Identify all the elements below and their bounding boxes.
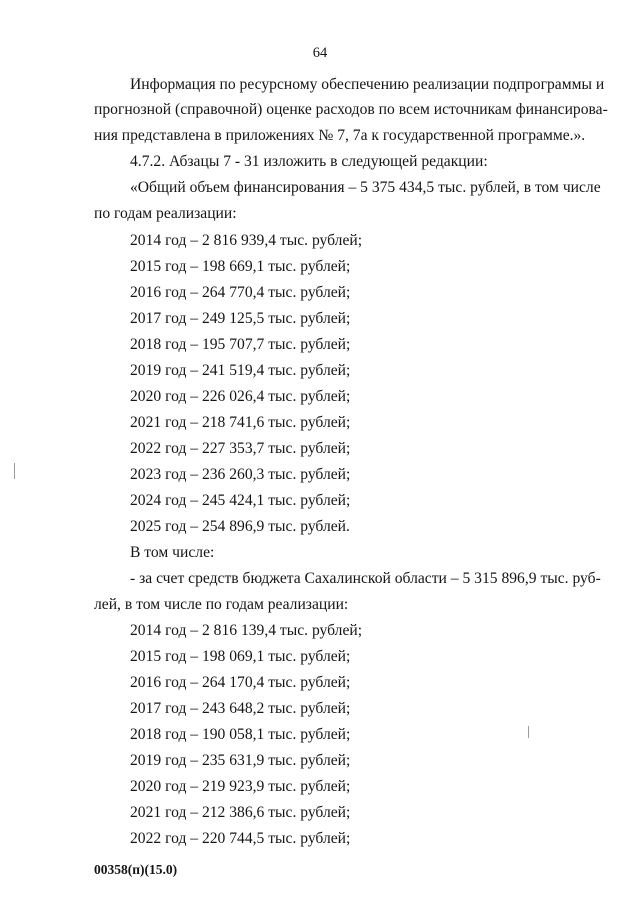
year-total-2014: 2014 год – 2 816 939,4 тыс. рублей; [130, 232, 363, 249]
page-number: 64 [312, 45, 328, 61]
year-regional-2016: 2016 год – 264 170,4 тыс. рублей; [130, 674, 351, 691]
regional-line-1: - за счет средств бюджета Сахалинской области – 5 315 896,9 тыс. руб- [130, 570, 601, 587]
year-regional-2020: 2020 год – 219 923,9 тыс. рублей; [130, 778, 351, 795]
scan-mark-right [528, 726, 529, 738]
year-total-2016: 2016 год – 264 770,4 тыс. рублей; [130, 284, 351, 301]
year-total-2020: 2020 год – 226 026,4 тыс. рублей; [130, 388, 351, 405]
regional-line-2: лей, в том числе по годам реализации: [94, 596, 349, 613]
section-line: 4.7.2. Абзацы 7 - 31 изложить в следующей редакции: [130, 153, 488, 170]
year-regional-2021: 2021 год – 212 386,6 тыс. рублей; [130, 804, 351, 821]
year-total-2017: 2017 год – 249 125,5 тыс. рублей; [130, 310, 351, 327]
year-total-2023: 2023 год – 236 260,3 тыс. рублей; [130, 466, 351, 483]
including-label: В том числе: [130, 544, 215, 561]
year-regional-2019: 2019 год – 235 631,9 тыс. рублей; [130, 752, 351, 769]
document-code: 00358(п)(15.0) [94, 862, 178, 877]
year-total-2018: 2018 год – 195 707,7 тыс. рублей; [130, 336, 351, 353]
year-total-2024: 2024 год – 245 424,1 тыс. рублей; [130, 492, 351, 509]
year-total-2022: 2022 год – 227 353,7 тыс. рублей; [130, 440, 351, 457]
intro-line-1: Информация по ресурсному обеспечению реализации подпрограммы и [130, 76, 605, 93]
scan-mark-left [14, 463, 15, 479]
year-total-2015: 2015 год – 198 669,1 тыс. рублей; [130, 258, 351, 275]
intro-line-2: прогнозной (справочной) оценке расходов по всем источникам финансирова- [94, 101, 608, 118]
total-line-2: по годам реализации: [94, 205, 237, 222]
year-regional-2017: 2017 год – 243 648,2 тыс. рублей; [130, 700, 351, 717]
year-regional-2018: 2018 год – 190 058,1 тыс. рублей; [130, 726, 351, 743]
year-regional-2015: 2015 год – 198 069,1 тыс. рублей; [130, 648, 351, 665]
intro-line-3: ния представлена в приложениях № 7, 7а к государственной программе.». [94, 127, 586, 144]
year-regional-2014: 2014 год – 2 816 139,4 тыс. рублей; [130, 622, 363, 639]
year-total-2025: 2025 год – 254 896,9 тыс. рублей. [130, 518, 350, 535]
total-line-1: «Общий объем финансирования – 5 375 434,5 тыс. рублей, в том числе [130, 179, 601, 196]
year-regional-2022: 2022 год – 220 744,5 тыс. рублей; [130, 830, 351, 847]
year-total-2021: 2021 год – 218 741,6 тыс. рублей; [130, 414, 351, 431]
year-total-2019: 2019 год – 241 519,4 тыс. рублей; [130, 362, 351, 379]
